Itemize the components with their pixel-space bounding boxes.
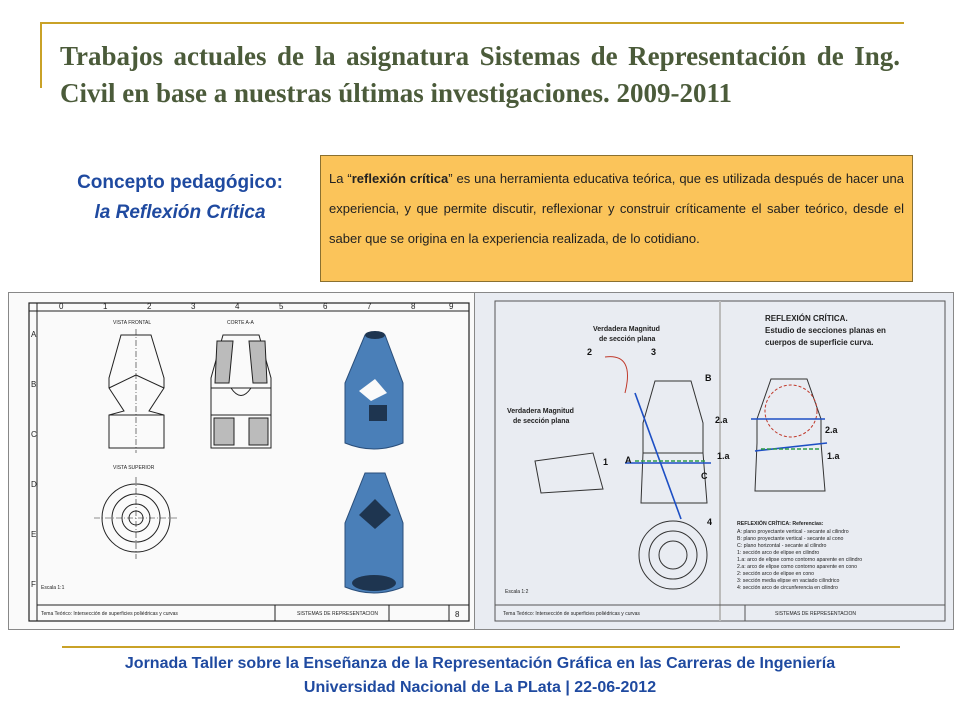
left-scale-label: Escala 1:1: [41, 585, 65, 591]
side-ruler: [31, 330, 37, 589]
note-prefix: La “: [329, 171, 352, 186]
label-a: A: [625, 455, 632, 465]
slide-title: Trabajos actuales de la asignatura Sistemas de Representación de Ing. Civil en base a nuestras últimas investigaciones. 2009-2011: [60, 41, 900, 108]
footer: [40, 652, 920, 700]
ruler-5: 5: [279, 302, 284, 311]
right-heading-3: cuerpos de superficie curva.: [765, 338, 874, 347]
right-scale-label: Escala 1:2: [505, 589, 529, 595]
left-theme-label: Tema Teórico: Intersección de superficies poliédricas y curvas: [41, 611, 178, 617]
ruler-2: 2: [147, 302, 152, 311]
top-accent-line: [40, 22, 904, 24]
ref-3: 3: sección media elipse en vaciado cilíndrico: [737, 578, 840, 584]
left-technical-drawing: [8, 292, 476, 630]
note-emphasis: reflexión crítica: [351, 171, 449, 186]
concept-heading: [44, 168, 316, 228]
3d-render-top: [345, 331, 403, 449]
note-body: ” es una herramienta educativa teórica, que es utilizada después de hacer una experiencia, y que permite discutir, reflexionar y construir críticamente el saber teórico, desde el saber que se origina en la experiencia realizada, de lo cotidiano.: [329, 171, 904, 246]
ruler-4: 4: [235, 302, 240, 311]
right-theme-label: Tema Teórico: Intersección de superficies poliédricas y curvas: [503, 611, 640, 617]
ruler-f: F: [31, 580, 36, 589]
front-view-label: VISTA FRONTAL: [113, 320, 152, 326]
ruler-c: C: [31, 430, 37, 439]
ruler-a: A: [31, 330, 37, 339]
3d-render-bottom: [345, 473, 403, 593]
label-b: B: [705, 373, 712, 383]
ref-b: B: plano proyectante vertical - secante al cono: [737, 536, 844, 542]
ruler-3: 3: [191, 302, 196, 311]
ref-a: A: plano proyectante vertical - secante al cilindro: [737, 529, 849, 535]
top-view-label: VISTA SUPERIOR: [113, 465, 155, 471]
true-magnitude-label-2b: de sección plana: [513, 418, 570, 425]
left-title-block: [37, 605, 469, 621]
references-list: [737, 519, 862, 591]
definition-note-box: [320, 155, 913, 282]
ruler-9: 9: [449, 302, 454, 311]
ruler-8: 8: [411, 302, 416, 311]
footer-line-1: Jornada Taller sobre la Enseñanza de la Representación Gráfica en las Carreras de Ingeniería: [124, 655, 836, 672]
label-3: 3: [651, 347, 657, 357]
ruler-0: 0: [59, 302, 64, 311]
left-accent-line: [40, 22, 42, 88]
cut-view-outline: [211, 335, 271, 448]
ref-2: 2: sección arco de elipse en cono: [737, 571, 814, 577]
ruler-b: B: [31, 380, 37, 389]
footer-divider: [62, 646, 900, 648]
label-1a-left: 1.a: [717, 451, 730, 461]
right-labels: [587, 347, 841, 527]
right-technical-drawing: [474, 292, 954, 630]
references-title: REFLEXIÓN CRÍTICA: Referencias:: [737, 521, 824, 527]
ref-2a: 2.a: arco de elipse como contorno aparente en cono: [737, 564, 857, 570]
footer-line-2: Universidad Nacional de La PLata | 22-06-2012: [303, 679, 657, 696]
cut-view-label: CORTE A-A: [227, 320, 254, 326]
ref-c: C: plano horizontal - secante al cilindro: [737, 543, 827, 549]
ruler-d: D: [31, 480, 37, 489]
label-2a-left: 2.a: [715, 415, 728, 425]
label-1: 1: [603, 457, 609, 467]
ref-1: 1: sección arco de elipse en cilindro: [737, 550, 820, 556]
true-magnitude-label-1b: de sección plana: [599, 336, 656, 343]
ruler-6: 6: [323, 302, 328, 311]
front-view-outline: [109, 329, 164, 453]
ref-4: 4: sección arco de circunferencia en cilindro: [737, 585, 838, 591]
concept-line-2: la Reflexión Crítica: [94, 202, 266, 223]
label-c: C: [701, 471, 708, 481]
label-4: 4: [707, 517, 713, 527]
left-course-label: SISTEMAS DE REPRESENTACION: [297, 611, 379, 617]
concept-line-1: Concepto pedagógico:: [77, 172, 283, 193]
label-1a-right: 1.a: [827, 451, 840, 461]
top-view-outline: [94, 477, 179, 559]
left-sheet-number: 8: [455, 610, 460, 619]
true-magnitude-label-2a: Verdadera Magnitud: [507, 408, 574, 415]
ruler-e: E: [31, 530, 37, 539]
label-2a-right: 2.a: [825, 425, 838, 435]
ruler-7: 7: [367, 302, 372, 311]
label-2: 2: [587, 347, 593, 357]
right-drawing-canvas: [475, 293, 953, 629]
ref-1a: 1.a: arco de elipse como contorno aparente en cilindro: [737, 557, 863, 563]
left-drawing-canvas: [9, 293, 475, 629]
right-heading-2: Estudio de secciones planas en: [765, 326, 886, 335]
ruler-1: 1: [103, 302, 108, 311]
right-heading-1: REFLEXIÓN CRÍTICA.: [765, 314, 848, 323]
true-magnitude-label-1a: Verdadera Magnitud: [593, 326, 660, 333]
right-course-label: SISTEMAS DE REPRESENTACION: [775, 611, 857, 617]
